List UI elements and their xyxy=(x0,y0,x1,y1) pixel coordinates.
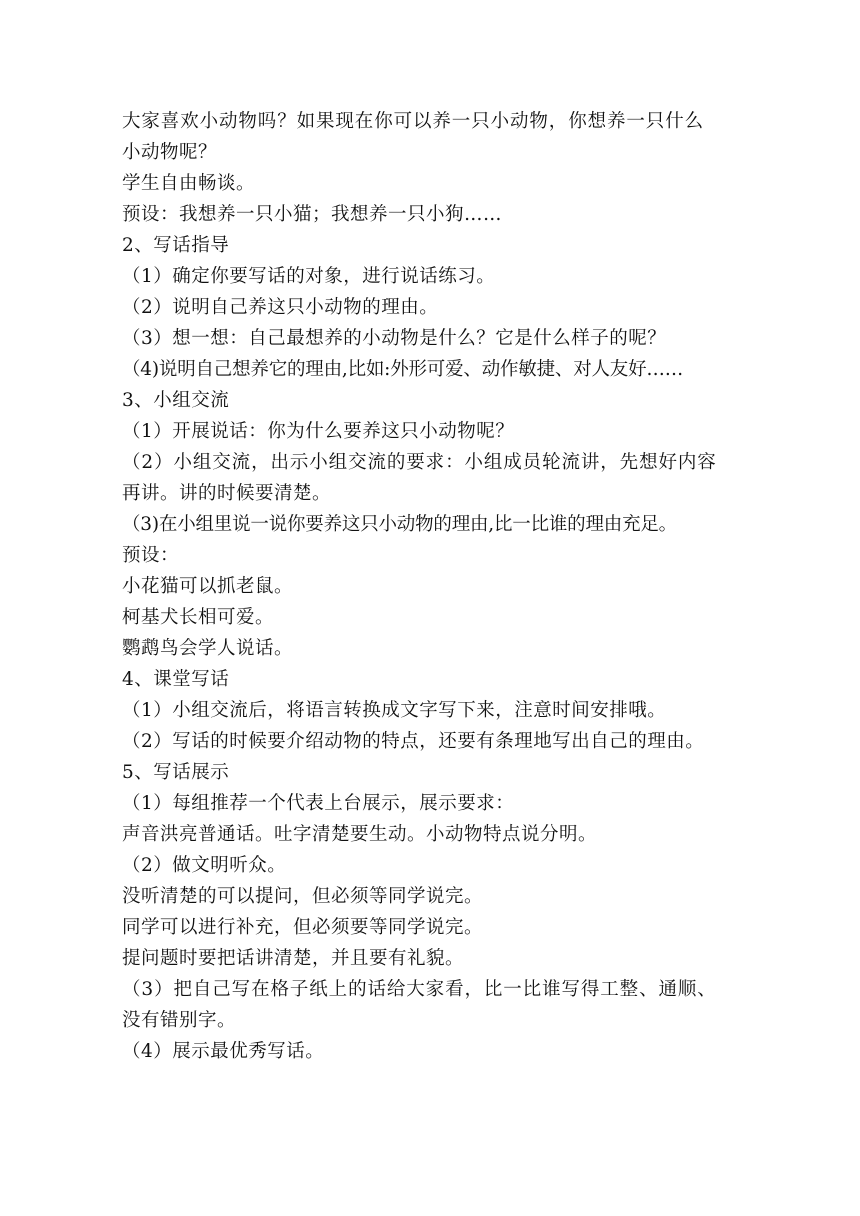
preset-example-1: 小花猫可以抓老鼠。 xyxy=(122,576,294,597)
preset-example-2: 柯基犬长相可爱。 xyxy=(122,607,275,628)
audience-rule-1: 没听清楚的可以提问，但必须等同学说完。 xyxy=(122,886,484,907)
showcase-requirements: 声音洪亮普通话。吐字清楚要生动。小动物特点说分明。 xyxy=(122,824,598,845)
student-free-talk: 学生自由畅谈。 xyxy=(122,173,256,194)
section-heading-writing-showcase: 5、写话展示 xyxy=(122,762,230,783)
showcase-item-3-line-2: 没有错别字。 xyxy=(122,1010,237,1031)
intro-question-line-1: 大家喜欢小动物吗？如果现在你可以养一只小动物，你想养一只什么 xyxy=(122,111,705,132)
showcase-item-3-line-1: （3）把自己写在格子纸上的话给大家看，比一比谁写得工整、通顺、 xyxy=(122,979,717,1000)
group-item-2-line-2: 再讲。讲的时候要清楚。 xyxy=(122,483,332,504)
section-heading-group-discussion: 3、小组交流 xyxy=(122,390,230,411)
showcase-item-2: （2）做文明听众。 xyxy=(122,855,287,876)
group-item-3: （3)在小组里说一说你要养这只小动物的理由,比一比谁的理由充足。 xyxy=(122,514,677,535)
preset-answer: 预设：我想养一只小猫；我想养一只小狗…… xyxy=(122,204,503,225)
intro-question-line-2: 小动物呢？ xyxy=(122,142,218,163)
group-item-1: （1）开展说话：你为什么要养这只小动物呢？ xyxy=(122,421,515,442)
preset-example-3: 鹦鹉鸟会学人说话。 xyxy=(122,638,294,659)
guide-item-4: （4)说明自己想养它的理由,比如:外形可爱、动作敏捷、对人友好…… xyxy=(122,359,684,380)
writing-item-2: （2）写话的时候要介绍动物的特点，还要有条理地写出自己的理由。 xyxy=(122,731,705,752)
group-item-2-line-1: （2）小组交流，出示小组交流的要求：小组成员轮流讲，先想好内容 xyxy=(122,452,717,473)
section-heading-class-writing: 4、课堂写话 xyxy=(122,669,230,690)
section-heading-writing-guide: 2、写话指导 xyxy=(122,235,230,256)
showcase-item-4: （4）展示最优秀写话。 xyxy=(122,1041,325,1062)
guide-item-2: （2）说明自己养这只小动物的理由。 xyxy=(122,297,439,318)
guide-item-1: （1）确定你要写话的对象，进行说话练习。 xyxy=(122,266,496,287)
preset-label: 预设： xyxy=(122,545,180,566)
writing-item-1: （1）小组交流后，将语言转换成文字写下来，注意时间安排哦。 xyxy=(122,700,667,721)
document-body xyxy=(122,106,752,1067)
showcase-item-1: （1）每组推荐一个代表上台展示，展示要求： xyxy=(122,793,515,814)
guide-item-3: （3）想一想：自己最想养的小动物是什么？它是什么样子的呢？ xyxy=(122,328,667,349)
audience-rule-2: 同学可以进行补充，但必须要等同学说完。 xyxy=(122,917,484,938)
audience-rule-3: 提问题时要把话讲清楚，并且要有礼貌。 xyxy=(122,948,465,969)
